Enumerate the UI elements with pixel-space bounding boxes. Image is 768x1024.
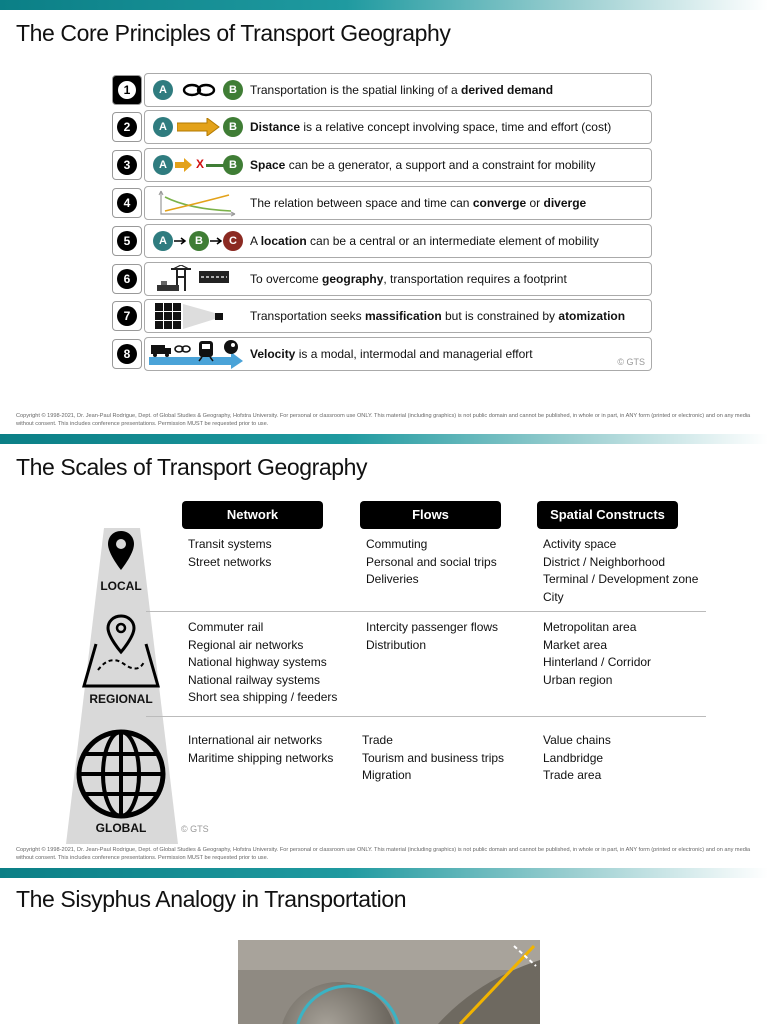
level-global: GLOBAL <box>95 821 147 835</box>
principle-box <box>144 186 652 220</box>
principle-row-8 <box>112 337 652 371</box>
level-local: LOCAL <box>100 579 142 593</box>
principle-number-badge <box>112 150 142 180</box>
page-title: The Scales of Transport Geography <box>16 454 368 480</box>
local-constructs-list: Activity space District / Neighborhood Terminal / Development zone City <box>543 537 699 604</box>
principle-number: 1 <box>117 80 137 100</box>
regional-flows-list: Intercity passenger flows Distribution <box>366 620 499 652</box>
node-b: B <box>223 80 243 100</box>
slide-core-principles <box>0 0 768 434</box>
node-a: A <box>153 80 173 100</box>
gts-credit: © GTS <box>181 824 209 834</box>
principle-number: 2 <box>117 117 137 137</box>
principle-number-badge <box>112 188 142 218</box>
principle-number-badge <box>112 226 142 256</box>
local-network-list: Transit systems Street networks <box>188 537 272 569</box>
principle-text: To overcome geography, transportation requires a footprint <box>250 272 567 286</box>
principle-text: Velocity is a modal, intermodal and managerial effort <box>250 347 533 361</box>
global-flows-list: Trade Tourism and business trips Migration <box>362 733 505 782</box>
copyright-notice: Copyright © 1998-2021, Dr. Jean-Paul Rodrigue, Dept. of Global Studies & Geography, Hofstra University. For personal or classroom use ONLY. This material (including graphics) is not public domain and cannot be published, in whole or in part, in ANY form (printed or electronic) and on any media without consent. This includes conference presentations. Permission MUST be requested prior to use. <box>16 413 751 427</box>
principle-row-4 <box>112 186 652 220</box>
principle-row-1 <box>112 73 652 107</box>
distance-arrow-icon <box>149 113 239 141</box>
principle-box <box>144 299 652 333</box>
principle-text: Distance is a relative concept involving space, time and effort (cost) <box>250 120 612 134</box>
column-header-flows: Flows <box>360 501 501 529</box>
location-chain-icon <box>149 227 239 255</box>
principle-number: 7 <box>117 306 137 326</box>
global-constructs-list: Value chains Landbridge Trade area <box>543 733 611 782</box>
principle-number-badge <box>112 264 142 294</box>
principle-box <box>144 73 652 107</box>
principle-row-2 <box>112 110 652 144</box>
principle-number-badge <box>112 301 142 331</box>
column-header-network: Network <box>182 501 323 529</box>
principle-number: 3 <box>117 155 137 175</box>
regional-map-icon <box>80 614 162 690</box>
principle-text: Space can be a generator, a support and a constraint for mobility <box>250 158 596 172</box>
node-a: A <box>153 231 173 251</box>
local-flows-list: Commuting Personal and social trips Deliveries <box>366 537 497 586</box>
principle-box <box>144 337 652 371</box>
map-pin-icon <box>107 530 135 572</box>
principle-number-badge <box>112 75 142 105</box>
regional-network-list: Commuter rail Regional air networks National highway systems National railway systems Short sea shipping / feeders <box>188 620 338 704</box>
slide-sisyphus <box>0 868 768 1024</box>
row-divider <box>146 716 706 717</box>
principle-row-3 <box>112 148 652 182</box>
row-divider <box>146 611 706 612</box>
slide-header-bar <box>0 868 768 878</box>
link-line <box>206 164 224 167</box>
converge-diverge-chart-icon <box>149 189 239 217</box>
global-network-list: International air networks Maritime shipping networks <box>188 733 334 765</box>
node-c: C <box>223 231 243 251</box>
node-b: B <box>223 155 243 175</box>
node-b: B <box>223 117 243 137</box>
gts-credit: © GTS <box>617 357 645 367</box>
principle-number: 4 <box>117 193 137 213</box>
sisyphus-photo <box>238 940 540 1024</box>
principle-number: 8 <box>117 344 137 364</box>
principle-row-6 <box>112 262 652 296</box>
slide-scales <box>0 434 768 868</box>
principle-text: Transportation seeks massification but is constrained by atomization <box>250 309 626 323</box>
page-title: The Sisyphus Analogy in Transportation <box>16 886 407 912</box>
column-header-spatial-constructs: Spatial Constructs <box>537 501 678 529</box>
slide-header-bar <box>0 434 768 444</box>
node-b: B <box>189 231 209 251</box>
principle-text: A location can be a central or an intermediate element of mobility <box>250 234 599 248</box>
modes-icon <box>149 339 245 369</box>
principle-box <box>144 224 652 258</box>
principle-row-5 <box>112 224 652 258</box>
principle-number-badge <box>112 112 142 142</box>
massification-icon <box>149 302 239 330</box>
node-a: A <box>153 155 173 175</box>
regional-constructs-list: Metropolitan area Market area Hinterland / Corridor Urban region <box>543 620 652 687</box>
principle-text: Transportation is the spatial linking of a derived demand <box>250 83 554 97</box>
principle-box <box>144 262 652 296</box>
cross-mark: X <box>196 157 205 171</box>
page-title: The Core Principles of Transport Geography <box>16 20 451 46</box>
globe-icon <box>75 728 167 820</box>
copyright-notice: Copyright © 1998-2021, Dr. Jean-Paul Rodrigue, Dept. of Global Studies & Geography, Hofstra University. For personal or classroom use ONLY. This material (including graphics) is not public domain and cannot be published, in whole or in part, in ANY form (printed or electronic) and on any media without consent. This includes conference presentations. Permission MUST be requested prior to use. <box>16 847 751 861</box>
chain-link-icon <box>149 76 239 104</box>
slide-header-bar <box>0 0 768 10</box>
constraint-icon <box>149 151 239 179</box>
level-regional: REGIONAL <box>89 692 153 706</box>
principle-row-7 <box>112 299 652 333</box>
principle-box <box>144 110 652 144</box>
port-crane-icon <box>149 265 239 293</box>
principle-number-badge <box>112 339 142 369</box>
principle-number: 5 <box>117 231 137 251</box>
principle-box <box>144 148 652 182</box>
principle-text: The relation between space and time can converge or diverge <box>250 196 587 210</box>
node-a: A <box>153 117 173 137</box>
principle-number: 6 <box>117 269 137 289</box>
